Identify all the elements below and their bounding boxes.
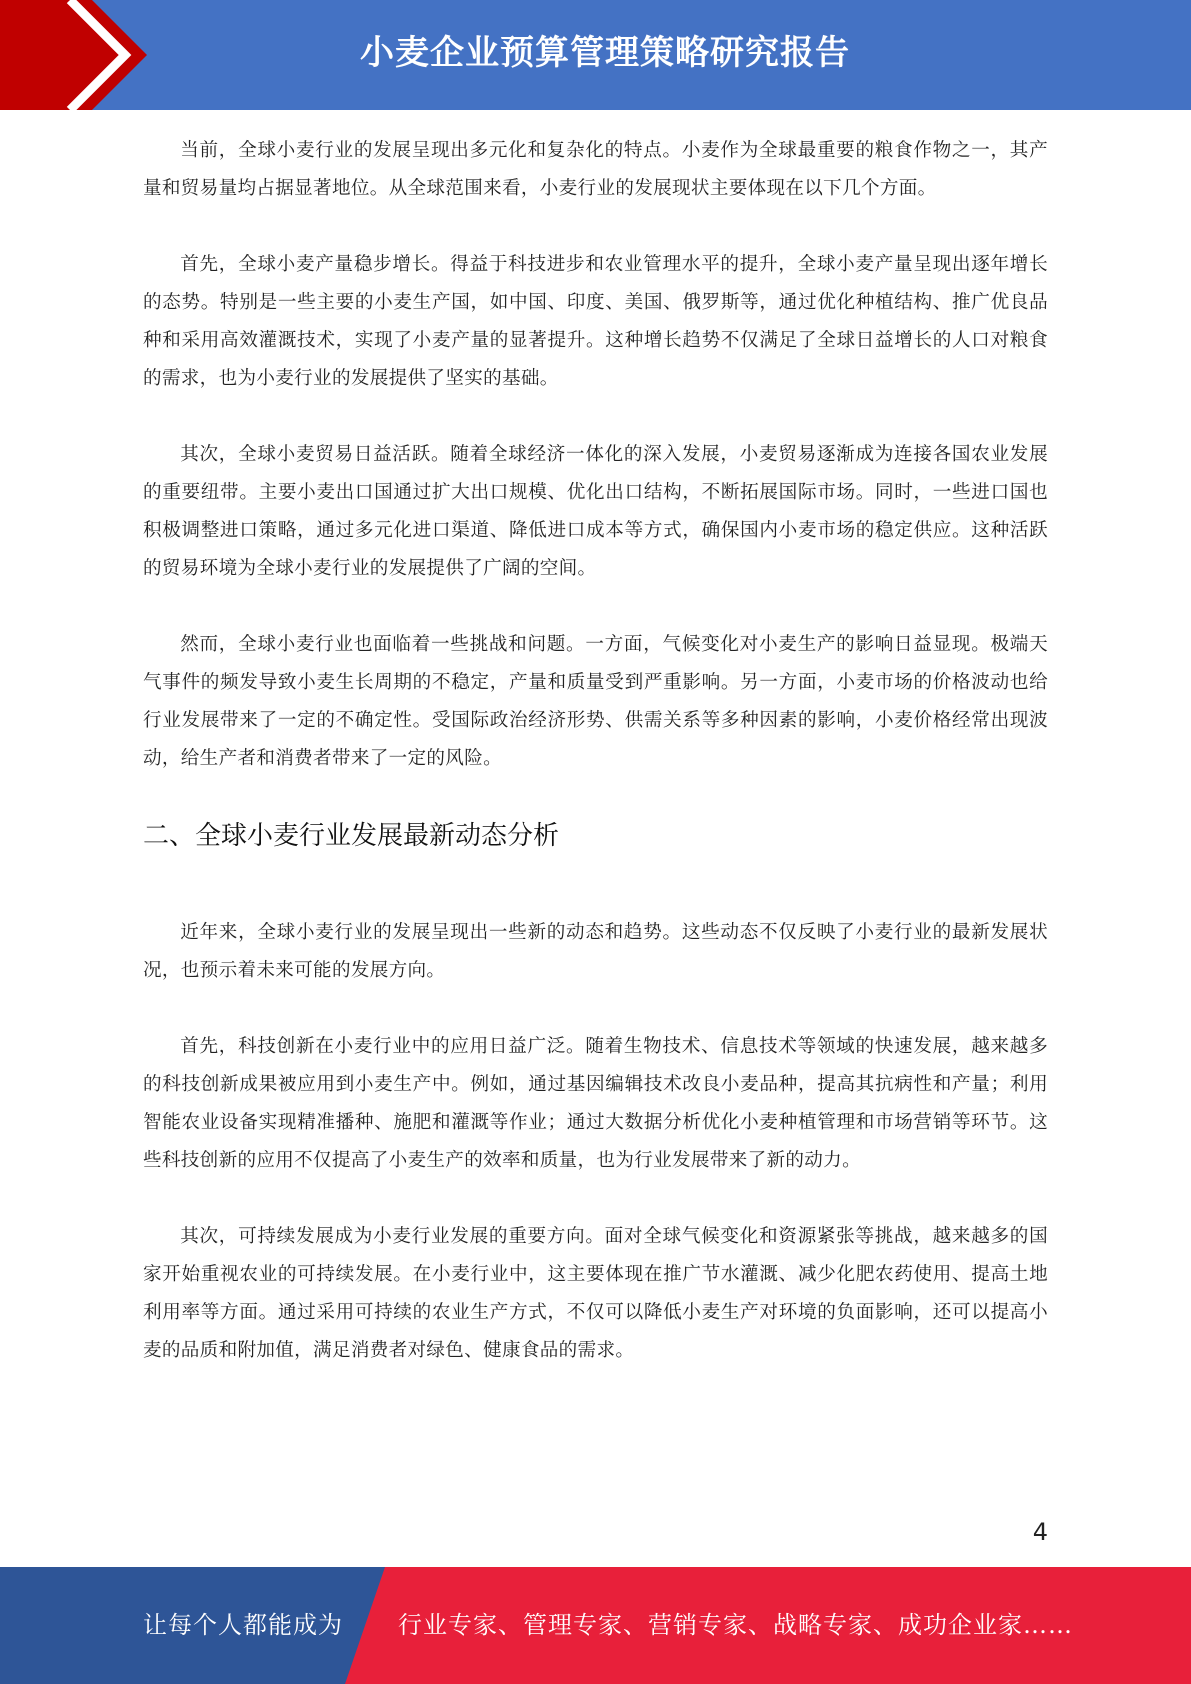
paragraph: 近年来，全球小麦行业的发展呈现出一些新的动态和趋势。这些动态不仅反映了小麦行业的最新发展状况，也预示着未来可能的发展方向。 bbox=[143, 922, 1048, 981]
paragraph: 当前，全球小麦行业的发展呈现出多元化和复杂化的特点。小麦作为全球最重要的粮食作物之一，其产量和贸易量均占据显著地位。从全球范围来看，小麦行业的发展现状主要体现在以下几个方面。 bbox=[143, 140, 1048, 199]
paragraph: 首先，科技创新在小麦行业中的应用日益广泛。随着生物技术、信息技术等领域的快速发展，越来越多的科技创新成果被应用到小麦生产中。例如，通过基因编辑技术改良小麦品种，提高其抗病性和产量；利用智能农业设备实现精准播种、施肥和灌溉等作业；通过大数据分析优化小麦种植管理和市场营销等环节。这些科技创新的应用不仅提高了小麦生产的效率和质量，也为行业发展带来了新的动力。 bbox=[143, 1036, 1048, 1171]
paragraph: 其次，全球小麦贸易日益活跃。随着全球经济一体化的深入发展，小麦贸易逐渐成为连接各国农业发展的重要纽带。主要小麦出口国通过扩大出口规模、优化出口结构，不断拓展国际市场。同时，一些进口国也积极调整进口策略，通过多元化进口渠道、降低进口成本等方式，确保国内小麦市场的稳定供应。这种活跃的贸易环境为全球小麦行业的发展提供了广阔的空间。 bbox=[143, 444, 1048, 579]
report-title: 小麦企业预算管理策略研究报告 bbox=[360, 33, 850, 73]
page-header bbox=[0, 0, 1191, 110]
page-number: 4 bbox=[1032, 1518, 1048, 1546]
footer-slogan-left: 让每个人都能成为 bbox=[143, 1611, 343, 1639]
paragraph: 其次，可持续发展成为小麦行业发展的重要方向。面对全球气候变化和资源紧张等挑战，越来越多的国家开始重视农业的可持续发展。在小麦行业中，这主要体现在推广节水灌溉、减少化肥农药使用、提高土地利用率等方面。通过采用可持续的农业生产方式，不仅可以降低小麦生产对环境的负面影响，还可以提高小麦的品质和附加值，满足消费者对绿色、健康食品的需求。 bbox=[143, 1226, 1048, 1361]
paragraph: 首先，全球小麦产量稳步增长。得益于科技进步和农业管理水平的提升，全球小麦产量呈现出逐年增长的态势。特别是一些主要的小麦生产国，如中国、印度、美国、俄罗斯等，通过优化种植结构、推广优良品种和采用高效灌溉技术，实现了小麦产量的显著提升。这种增长趋势不仅满足了全球日益增长的人口对粮食的需求，也为小麦行业的发展提供了坚实的基础。 bbox=[143, 254, 1048, 389]
paragraph: 然而，全球小麦行业也面临着一些挑战和问题。一方面，气候变化对小麦生产的影响日益显现。极端天气事件的频发导致小麦生长周期的不稳定，产量和质量受到严重影响。另一方面，小麦市场的价格波动也给行业发展带来了一定的不确定性。受国际政治经济形势、供需关系等多种因素的影响，小麦价格经常出现波动，给生产者和消费者带来了一定的风险。 bbox=[143, 634, 1048, 769]
document-body bbox=[143, 132, 1048, 1370]
page-footer bbox=[0, 1567, 1191, 1684]
footer-slogan-right: 行业专家、管理专家、营销专家、战略专家、成功企业家…… bbox=[398, 1611, 1073, 1639]
section-heading: 二、全球小麦行业发展最新动态分析 bbox=[143, 821, 560, 851]
